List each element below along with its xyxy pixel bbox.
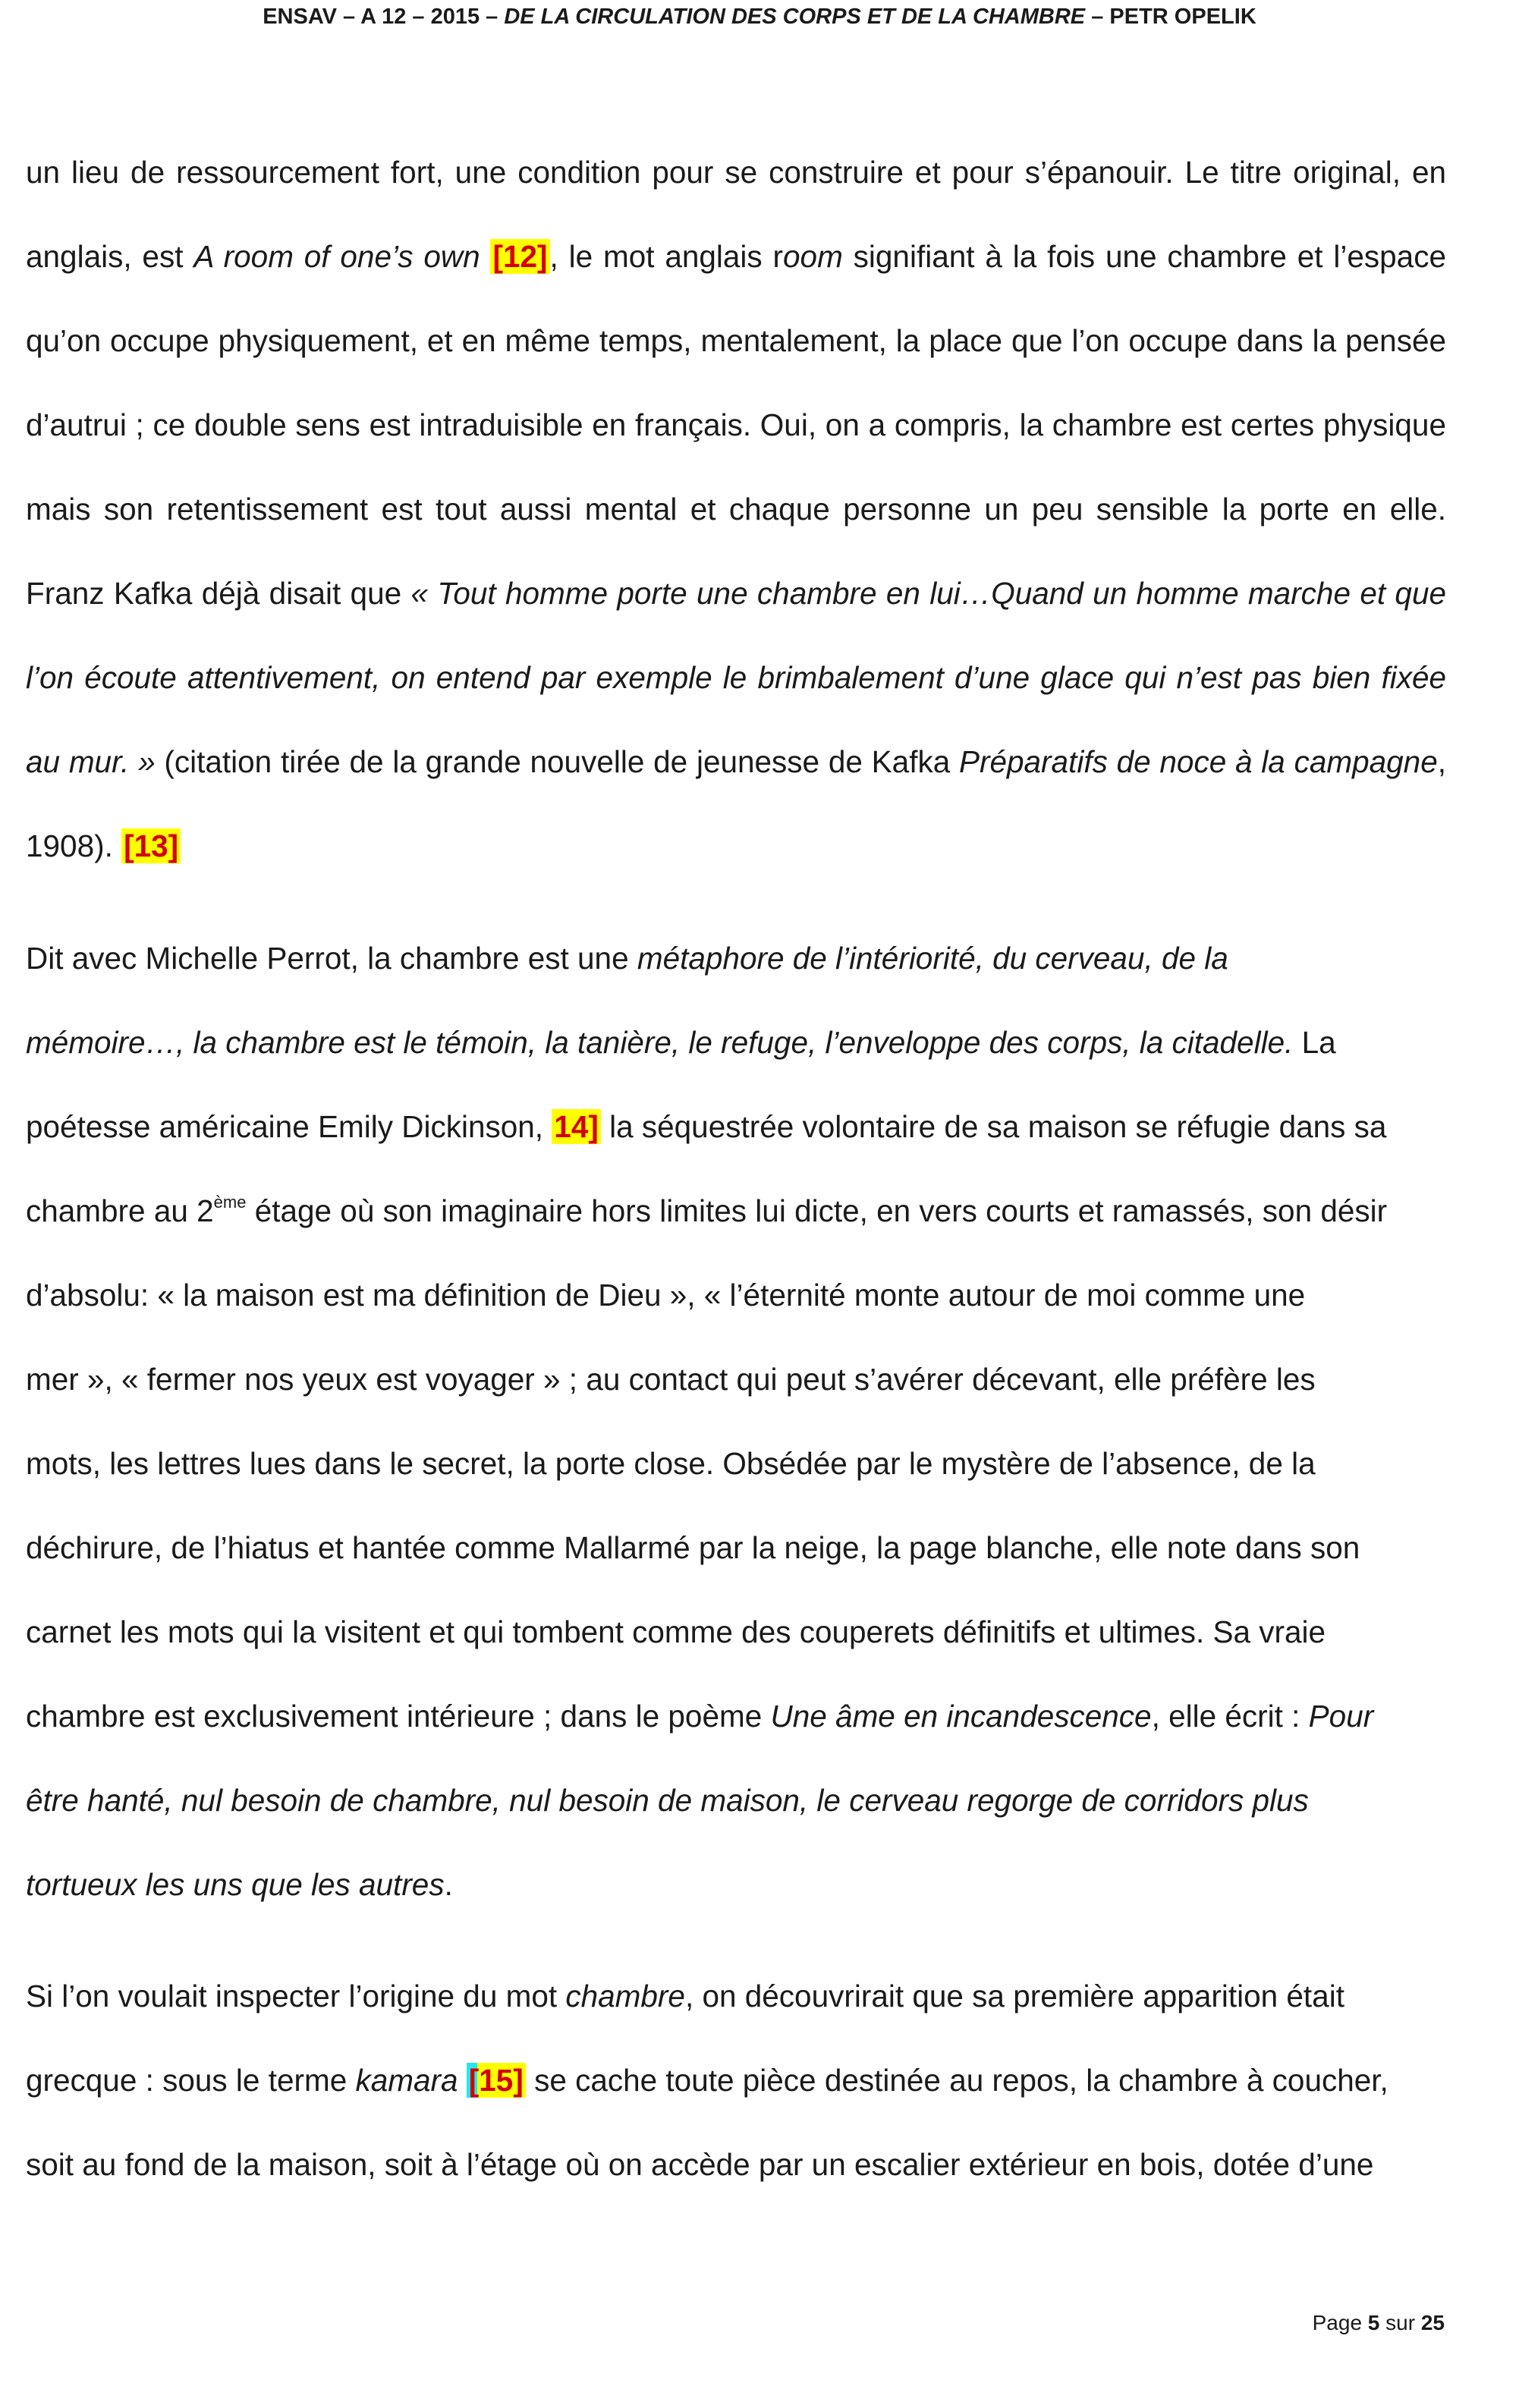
running-header [0,5,1519,30]
text-line [26,1954,1446,2039]
text-line [26,1843,1446,1927]
reference-13[interactable]: [13] [121,828,181,863]
italic-run: mémoire…, la chambre est le témoin, la tanière, le refuge, l’enveloppe des corps, la citadelle. [26,1025,1294,1060]
book-title-a-room-of-ones-own: A room of one’s own [193,239,480,274]
text-line: mots, les lettres lues dans le secret, la porte close. Obsédée par le mystère de l’absence, de la [26,1446,1316,1481]
text-line [26,916,1446,1001]
poem-title: Une âme en incandescence [770,1699,1152,1734]
text-line: déchirure, de l’hiatus et hantée comme Mallarmé par la neige, la page blanche, elle note dans son [26,1530,1360,1565]
text-run: la séquestrée volontaire de sa maison se réfugie dans sa [600,1109,1387,1144]
text-run: , 1908). [26,744,1446,863]
page-footer [1313,2311,1445,2335]
reference-12[interactable]: [12] [490,239,549,274]
text-line [26,1001,1446,1085]
reference-15[interactable]: [15] [467,2063,526,2098]
kafka-quote: « Tout homme porte une chambre en lui…Quand un homme marche et que l’on écoute attentivement, on entend par exemple le brimbalement d’une glace qui n’est pas bien fixée au mur. » [26,576,1447,779]
text-line: carnet les mots qui la visitent et qui tombent comme des couperets définitifs et ultimes. Sa vraie [26,1614,1326,1649]
kafka-work-title: Préparatifs de noce à la campagne [958,744,1438,779]
text-run: se cache toute pièce destinée au repos, la chambre à coucher, [525,2063,1388,2098]
text-line: d’absolu: « la maison est ma définition de Dieu », « l’éternité monte autour de moi comme une [26,1278,1306,1312]
text-line: être hanté, nul besoin de chambre, nul besoin de maison, le cerveau regorge de corridors plus [26,1783,1309,1818]
text-run: Dit avec Michelle Perrot, la chambre est une [26,941,637,976]
text-line [26,1169,1446,1253]
paragraph-michelle-perrot [26,916,1446,1927]
text-run: (citation tirée de la grande nouvelle de jeunesse de Kafka [155,744,959,779]
text-run: chambre au 2 [26,1193,214,1228]
text-run: signifiant à la fois une chambre et l’espace qu’on occupe physiquement, et en même temps, mentalement, la place que l’on occupe dans la pensée d’autrui ; ce double sens est intraduisible en français. Oui, on a compris, la chambre est certes physique mais son retentissement est tout aussi mental et chaque personne un peu sensible la porte en elle. Franz Kafka déjà disait que [26,239,1446,611]
italic-run: métaphore de l’intériorité, du cerveau, de la [637,941,1228,976]
text-run: La [1293,1025,1336,1060]
italic-word-chambre: chambre [565,1979,685,2013]
text-line [26,2039,1446,2123]
text-run: . [444,1867,453,1902]
text-run: , on découvrirait que sa première apparition était [684,1979,1344,2013]
text-line: mer », « fermer nos yeux est voyager » ; au contact qui peut s’avérer décevant, elle préfère les [26,1362,1316,1397]
total-pages: 25 [1420,2311,1445,2334]
text-run: , elle écrit : [1151,1699,1309,1734]
text-run: un lieu de ressourcement fort, une condition pour se construire et pour s’épanouir. Le titre original, en anglais, est [26,155,1446,274]
page-label: Page [1312,2311,1368,2334]
header-title: DE LA CIRCULATION DES CORPS ET DE LA CHAMBRE [504,5,1086,29]
page-separator: sur [1379,2311,1421,2334]
text-line: soit au fond de la maison, soit à l’étage où on accède par un escalier extérieur en bois, dotée d’une [26,2147,1374,2182]
text-run: étage où son imaginaire hors limites lui dicte, en vers courts et ramassés, son désir [246,1193,1388,1228]
italic-run: tortueux les uns que les autres [26,1867,445,1902]
italic-word-kamara: kamara [355,2063,458,2098]
text-run: poétesse américaine Emily Dickinson, [26,1109,552,1144]
header-prefix: ENSAV – A 12 – 2015 – [263,5,505,29]
text-line [26,1674,1446,1759]
italic-word-room: oom [783,239,843,274]
paragraph-room-of-ones-own [26,130,1446,888]
page-number: 5 [1367,2311,1380,2334]
text-run: chambre est exclusivement intérieure ; dans le poème [26,1699,771,1734]
italic-run: Pour [1308,1699,1374,1734]
text-run: grecque : sous le terme [26,2063,356,2098]
text-line [26,1085,1446,1169]
text-run: , le mot anglais r [549,239,784,274]
superscript-eme: ème [213,1192,247,1212]
text-run: Si l’on voulait inspecter l’origine du mot [26,1979,566,2013]
paragraph-chambre-origin [26,1954,1446,2207]
header-suffix: – PETR OPELIK [1085,5,1256,29]
reference-14[interactable]: 14] [552,1109,601,1144]
